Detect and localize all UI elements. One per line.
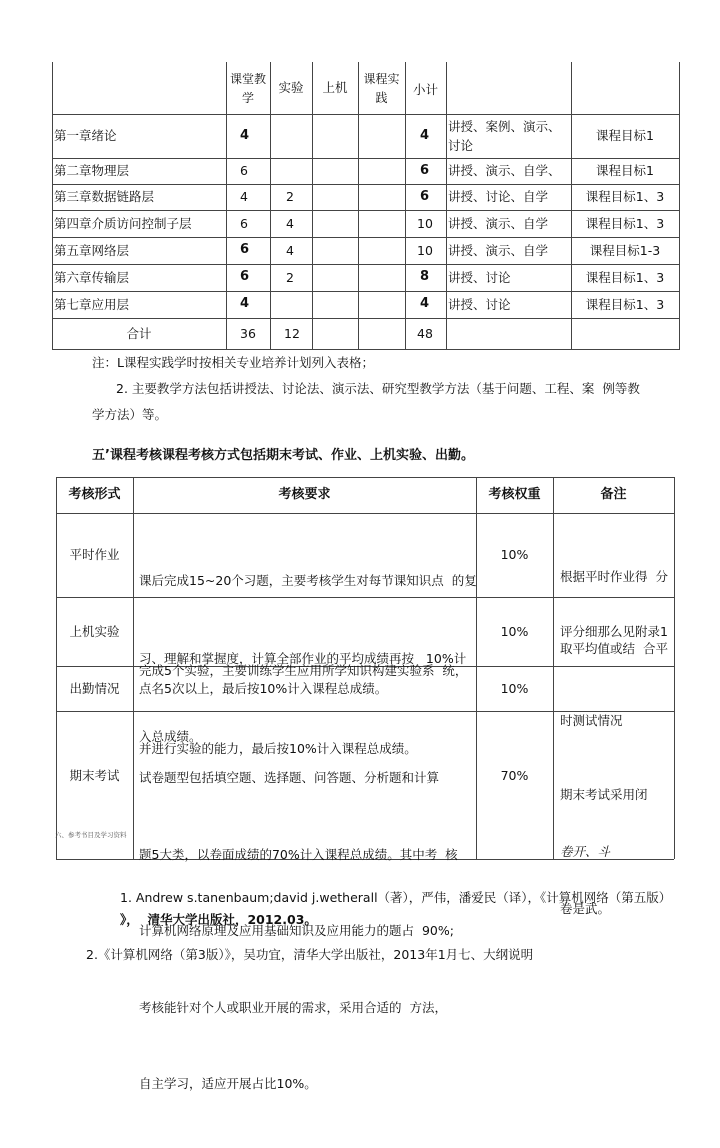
requirement-cell: 完成5个实验，主要训练学生应用所学知识构建实验系 统， 并进行实验的能力，最后按10%计入课程总成绩。 bbox=[139, 663, 468, 756]
methods-cell: 讲授、讨论 bbox=[448, 269, 511, 285]
header-weight: 考核权重 bbox=[488, 486, 541, 502]
chapter-cell: 第四章介质访问控制子层 bbox=[54, 215, 192, 231]
header-subtotal: 小计 bbox=[412, 82, 438, 98]
note-1: 注：L课程实践学时按相关专业培养计划列入表格； bbox=[92, 355, 374, 370]
header-remark: 备注 bbox=[600, 486, 627, 502]
requirement-cell: 课后完成15~20个习题，主要考核学生对每节课知识点 的复 习、理解和掌握度，计算全部作业的平均成绩再按 10%计 入总成绩。 bbox=[139, 573, 477, 744]
form-cell: 上机实验 bbox=[69, 623, 120, 639]
goal-cell: 课程目标1、3 bbox=[585, 296, 665, 312]
goal-cell: 课程目标1、3 bbox=[585, 269, 665, 285]
note-2-line-2: 学方法）等。 bbox=[92, 407, 168, 422]
requirement-cell: 点名5次以上，最后按10%计入课程总成绩。 bbox=[139, 680, 388, 696]
subtotal-cell: 10 bbox=[417, 215, 433, 231]
header-computer: 上机 bbox=[322, 80, 348, 96]
methods-cell: 讲授、演示、自学 bbox=[448, 215, 549, 231]
methods-cell: 讲授、演示、自学 bbox=[448, 242, 549, 258]
subtotal-cell: 8 bbox=[420, 269, 430, 285]
goal-cell: 课程目标1 bbox=[596, 128, 654, 144]
subtotal-cell: 6 bbox=[420, 162, 430, 178]
weight-cell: 10% bbox=[500, 547, 529, 563]
subtotal-cell: 4 bbox=[420, 127, 430, 143]
subtotal-cell: 6 bbox=[420, 188, 430, 204]
chapter-cell: 第七章应用层 bbox=[54, 296, 130, 312]
remark-cell: 期末考试采用闭 卷开、斗 卷是武。 bbox=[560, 787, 648, 916]
form-cell: 期末考试 bbox=[69, 768, 120, 784]
experiment-cell: 2 bbox=[286, 269, 294, 285]
classroom-cell: 4 bbox=[240, 296, 250, 312]
classroom-cell: 6 bbox=[240, 269, 250, 285]
header-classroom: 课堂教学 bbox=[229, 72, 266, 105]
reference-2: 2.《计算机网络（第3版）》，吴功宜，清华大学出版社，2013年1月七、大纲说明 bbox=[86, 947, 534, 962]
requirement-cell: 试卷题型包括填空题、选择题、问答题、分析题和计算 题5大类，以卷面成绩的70%计入课程总成绩。其中考 核 计算机网络原理及应用基础知识及应用能力的题占 90%; 考核能针对个人或职业开展的需求，采用合适的 方法， 自主学习，适应开展占比10%。 bbox=[139, 770, 458, 1091]
reference-1-line-2: 》， 清华大学出版社，2012.03。 bbox=[120, 912, 317, 927]
weight-cell: 10% bbox=[500, 623, 529, 639]
header-requirement: 考核要求 bbox=[278, 486, 331, 502]
total-label: 合计 bbox=[126, 325, 152, 341]
classroom-cell: 6 bbox=[240, 215, 248, 231]
form-cell: 出勤情况 bbox=[69, 680, 120, 696]
form-cell: 平时作业 bbox=[69, 547, 120, 563]
experiment-cell: 2 bbox=[286, 189, 294, 205]
chapter-cell: 第二章物理层 bbox=[54, 163, 130, 179]
chapter-cell: 第六章传输层 bbox=[54, 269, 130, 285]
total-classroom: 36 bbox=[240, 325, 256, 341]
chapter-cell: 第三章数据链路层 bbox=[54, 189, 155, 205]
remark-cell: 根据平时作业得 分 取平均值或结 合平 时测试情况 bbox=[560, 569, 668, 728]
remark-cell: 评分细那么见附录1 bbox=[560, 623, 668, 639]
note-2-line-1: 2. 主要教学方法包括讲授法、讨论法、演示法、研究型教学方法（基于问题、工程、案 例等教 bbox=[116, 381, 640, 396]
subtotal-cell: 4 bbox=[420, 296, 430, 312]
goal-cell: 课程目标1-3 bbox=[589, 242, 661, 258]
classroom-cell: 6 bbox=[240, 163, 248, 179]
methods-cell: 讲授、案例、演示、讨论 bbox=[448, 118, 561, 153]
methods-cell: 讲授、讨论 bbox=[448, 296, 511, 312]
chapter-cell: 第五章网络层 bbox=[54, 242, 130, 258]
header-form: 考核形式 bbox=[68, 486, 121, 502]
total-subtotal: 48 bbox=[417, 325, 433, 341]
weight-cell: 10% bbox=[500, 680, 529, 696]
experiment-cell: 4 bbox=[286, 242, 294, 258]
classroom-cell: 6 bbox=[240, 242, 250, 258]
total-experiment: 12 bbox=[284, 325, 300, 341]
methods-cell: 讲授、讨论、自学 bbox=[448, 189, 549, 205]
chapter-cell: 第一章绪论 bbox=[54, 128, 117, 144]
experiment-cell: 4 bbox=[286, 215, 294, 231]
weight-cell: 70% bbox=[500, 768, 529, 784]
classroom-cell: 4 bbox=[240, 189, 248, 205]
goal-cell: 课程目标1 bbox=[596, 163, 654, 179]
subtotal-cell: 10 bbox=[417, 242, 433, 258]
goal-cell: 课程目标1、3 bbox=[585, 189, 665, 205]
methods-cell: 讲授、演示、自学、 bbox=[448, 163, 561, 179]
header-experiment: 实验 bbox=[278, 80, 304, 96]
section-5-heading: 五’课程考核课程考核方式包括期末考试、作业、上机实验、出勤。 bbox=[92, 448, 474, 463]
classroom-cell: 4 bbox=[240, 127, 250, 143]
goal-cell: 课程目标1、3 bbox=[585, 215, 665, 231]
section-6-heading: 六、参考书目及学习资料 bbox=[55, 831, 127, 839]
header-practice: 课程实践 bbox=[363, 72, 400, 105]
reference-1-line-1: 1. Andrew s.tanenbaum;david j.wetherall（著），严伟，潘爱民（译），《计算机网络（第五版） bbox=[120, 890, 672, 905]
